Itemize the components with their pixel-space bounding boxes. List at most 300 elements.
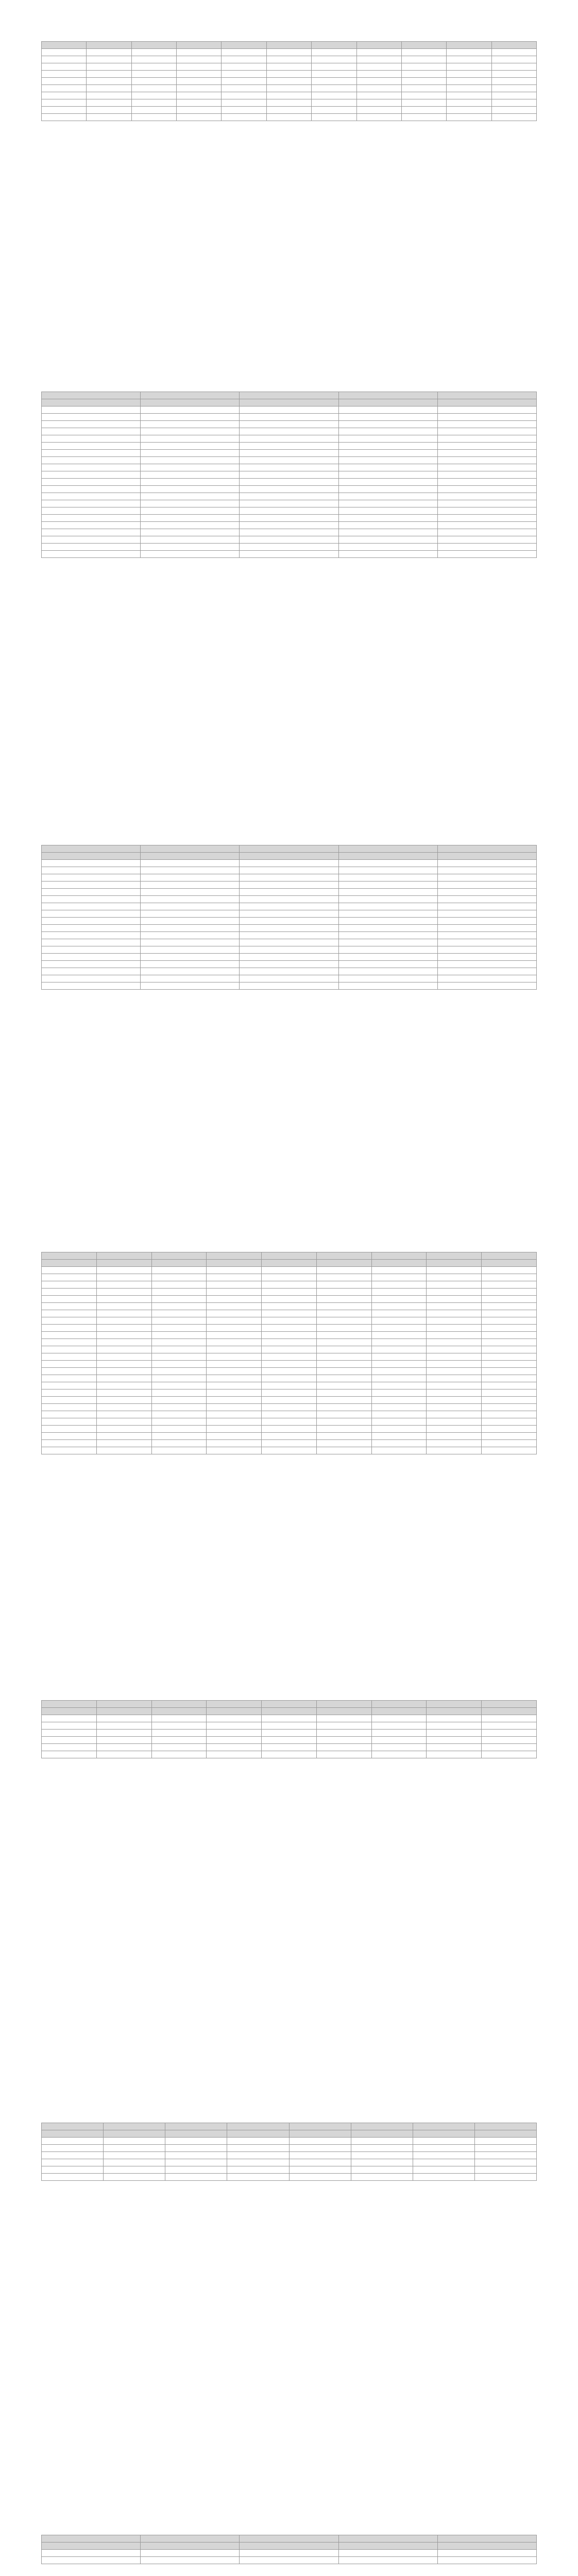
table-row (42, 56, 537, 63)
table-cell (447, 92, 491, 99)
meta-row (41, 2116, 537, 2123)
table-row (42, 1737, 537, 1744)
table-cell (222, 63, 266, 71)
table-cell (474, 2145, 536, 2152)
table-cell (141, 925, 240, 932)
table-cell (141, 954, 240, 961)
table-row (42, 918, 537, 925)
table-row (42, 1368, 537, 1375)
table-cell (427, 1411, 482, 1418)
table-row (42, 2145, 537, 2152)
table-cell (482, 1267, 537, 1274)
table-cell (437, 464, 536, 471)
table-cell (42, 1368, 97, 1375)
table-row (42, 443, 537, 450)
sheet-title (41, 21, 537, 34)
table-cell (338, 982, 437, 990)
table-cell (42, 1751, 97, 1758)
table-cell (87, 78, 131, 85)
table-cell (437, 874, 536, 882)
table-cell (42, 910, 141, 918)
header-row (42, 2543, 537, 2550)
table-cell (482, 1397, 537, 1404)
table-cell (262, 1325, 317, 1332)
table-cell (42, 1339, 97, 1346)
table-cell (42, 1433, 97, 1440)
table-cell (42, 1375, 97, 1382)
table-cell (151, 1375, 207, 1382)
table-cell (141, 946, 240, 954)
column-header (482, 1260, 537, 1267)
table-row (42, 932, 537, 939)
table-cell (240, 493, 338, 500)
column-header (437, 2543, 536, 2550)
table-cell (371, 1404, 427, 1411)
table-cell (141, 435, 240, 443)
table-row (42, 493, 537, 500)
column-header (177, 42, 222, 49)
table-cell (240, 867, 338, 874)
table-row (42, 2557, 537, 2564)
table-cell (262, 1332, 317, 1339)
table-cell (262, 1730, 317, 1737)
table-cell (316, 1715, 371, 1722)
table-cell (240, 457, 338, 464)
table-cell (42, 428, 141, 435)
table-cell (104, 2174, 165, 2181)
table-cell (141, 421, 240, 428)
column-header (482, 1701, 537, 1708)
table-cell (401, 71, 446, 78)
table-cell (151, 1389, 207, 1397)
table-cell (437, 889, 536, 896)
table-cell (222, 78, 266, 85)
table-cell (42, 1310, 97, 1317)
table-cell (413, 2174, 474, 2181)
table-cell (371, 1411, 427, 1418)
table-cell (427, 1418, 482, 1426)
table-cell (151, 1447, 207, 1454)
table-cell (151, 1339, 207, 1346)
table-cell (338, 471, 437, 479)
table-cell (151, 1267, 207, 1274)
table-cell (96, 1267, 151, 1274)
header-row (42, 2123, 537, 2130)
table-cell (312, 107, 356, 114)
sheet-6 (41, 2102, 537, 2182)
table-cell (42, 421, 141, 428)
table-cell (141, 406, 240, 414)
table-cell (266, 78, 311, 85)
table-row (42, 1289, 537, 1296)
table-cell (371, 1744, 427, 1751)
table-row (42, 486, 537, 493)
table-cell (151, 1303, 207, 1310)
table-cell (42, 522, 141, 529)
table-cell (207, 1382, 262, 1389)
table-cell (141, 961, 240, 968)
table-cell (207, 1375, 262, 1382)
table-row (42, 903, 537, 910)
table-cell (96, 1289, 151, 1296)
table-cell (437, 925, 536, 932)
sheet-title (41, 824, 537, 838)
table-row (42, 882, 537, 889)
column-header (351, 2123, 413, 2130)
table-cell (42, 968, 141, 975)
table-cell (42, 903, 141, 910)
sheet-title (41, 1231, 537, 1245)
meta-row (41, 839, 537, 845)
table-cell (437, 975, 536, 982)
table-cell (356, 56, 401, 63)
table-cell (240, 932, 338, 939)
table-cell (141, 479, 240, 486)
table-cell (141, 896, 240, 903)
table-cell (42, 2174, 104, 2181)
table-row (42, 1397, 537, 1404)
table-row (42, 946, 537, 954)
table-cell (371, 1361, 427, 1368)
table-cell (42, 961, 141, 968)
table-cell (371, 1332, 427, 1339)
table-cell (42, 1744, 97, 1751)
column-header (338, 392, 437, 399)
table-cell (437, 450, 536, 457)
table-row (42, 1310, 537, 1317)
table-cell (151, 1296, 207, 1303)
table-cell (42, 1447, 97, 1454)
table-cell (42, 2557, 141, 2564)
column-header (42, 399, 141, 406)
table-cell (207, 1332, 262, 1339)
table-cell (437, 982, 536, 990)
table-cell (240, 882, 338, 889)
table-cell (240, 939, 338, 946)
table-cell (316, 1281, 371, 1289)
table-cell (262, 1310, 317, 1317)
table-cell (289, 2159, 351, 2166)
table-cell (338, 954, 437, 961)
table-cell (482, 1433, 537, 1440)
column-header (413, 2130, 474, 2138)
table-cell (141, 464, 240, 471)
table-cell (262, 1418, 317, 1426)
table-cell (42, 2159, 104, 2166)
table-cell (240, 910, 338, 918)
table-cell (371, 1433, 427, 1440)
table-cell (427, 1317, 482, 1325)
table-cell (207, 1404, 262, 1411)
table-cell (42, 918, 141, 925)
table-cell (356, 71, 401, 78)
table-cell (131, 92, 176, 99)
table-cell (222, 107, 266, 114)
column-header (338, 2535, 437, 2543)
table-cell (338, 932, 437, 939)
table-cell (437, 471, 536, 479)
table-cell (437, 457, 536, 464)
table-cell (437, 551, 536, 558)
table-row (42, 910, 537, 918)
table-row (42, 2174, 537, 2181)
table-cell (482, 1368, 537, 1375)
table-cell (289, 2145, 351, 2152)
table-row (42, 1303, 537, 1310)
table-cell (427, 1303, 482, 1310)
table-cell (262, 1353, 317, 1361)
table-cell (316, 1433, 371, 1440)
table-cell (240, 406, 338, 414)
table-cell (437, 428, 536, 435)
data-table (41, 41, 537, 121)
column-header (131, 42, 176, 49)
table-cell (262, 1296, 317, 1303)
table-cell (227, 2174, 289, 2181)
table-cell (240, 500, 338, 507)
table-row (42, 1281, 537, 1289)
table-cell (262, 1303, 317, 1310)
column-header (437, 2535, 536, 2543)
table-cell (42, 529, 141, 536)
table-cell (141, 910, 240, 918)
table-cell (262, 1751, 317, 1758)
table-cell (42, 982, 141, 990)
table-cell (338, 867, 437, 874)
table-cell (427, 1751, 482, 1758)
table-cell (207, 1751, 262, 1758)
table-row (42, 507, 537, 515)
table-cell (42, 544, 141, 551)
column-header (165, 2123, 227, 2130)
sheet-title (41, 2514, 537, 2528)
table-cell (312, 49, 356, 56)
table-cell (437, 882, 536, 889)
table-cell (96, 1751, 151, 1758)
table-row (42, 1267, 537, 1274)
table-cell (96, 1715, 151, 1722)
table-cell (262, 1433, 317, 1440)
column-header (338, 845, 437, 853)
table-cell (427, 1447, 482, 1454)
header-row (42, 2130, 537, 2138)
table-cell (401, 107, 446, 114)
table-cell (42, 1737, 97, 1744)
table-row (42, 1339, 537, 1346)
table-cell (42, 443, 141, 450)
table-cell (207, 1281, 262, 1289)
table-cell (312, 114, 356, 121)
table-cell (42, 85, 87, 92)
column-header (338, 853, 437, 860)
table-cell (262, 1389, 317, 1397)
table-row (42, 1382, 537, 1389)
table-cell (207, 1426, 262, 1433)
table-cell (151, 1361, 207, 1368)
table-cell (141, 982, 240, 990)
table-cell (207, 1310, 262, 1317)
table-cell (240, 954, 338, 961)
column-header (482, 1708, 537, 1715)
table-cell (482, 1737, 537, 1744)
table-cell (437, 860, 536, 867)
table-cell (151, 1317, 207, 1325)
table-cell (207, 1353, 262, 1361)
header-row (42, 853, 537, 860)
table-row (42, 867, 537, 874)
column-header (371, 1260, 427, 1267)
table-cell (427, 1397, 482, 1404)
column-header (151, 1260, 207, 1267)
table-cell (151, 1274, 207, 1281)
column-header (240, 853, 338, 860)
table-cell (87, 71, 131, 78)
sheet-title (41, 1680, 537, 1693)
table-cell (131, 49, 176, 56)
table-cell (427, 1426, 482, 1433)
table-row (42, 1332, 537, 1339)
table-cell (262, 1411, 317, 1418)
table-row (42, 1751, 537, 1758)
column-header (42, 1708, 97, 1715)
column-header (447, 42, 491, 49)
table-cell (413, 2152, 474, 2159)
table-cell (262, 1447, 317, 1454)
table-cell (482, 1426, 537, 1433)
table-cell (165, 2138, 227, 2145)
table-cell (141, 2557, 240, 2564)
table-cell (427, 1361, 482, 1368)
column-header (356, 42, 401, 49)
table-cell (316, 1418, 371, 1426)
table-cell (262, 1397, 317, 1404)
table-cell (482, 1317, 537, 1325)
table-cell (165, 2145, 227, 2152)
table-cell (42, 1332, 97, 1339)
table-cell (177, 49, 222, 56)
table-cell (177, 92, 222, 99)
table-cell (262, 1281, 317, 1289)
table-row (42, 421, 537, 428)
table-row (42, 968, 537, 975)
table-row (42, 479, 537, 486)
table-row (42, 435, 537, 443)
table-cell (316, 1303, 371, 1310)
column-header (42, 42, 87, 49)
table-cell (207, 1433, 262, 1440)
table-cell (222, 114, 266, 121)
column-header (42, 1260, 97, 1267)
table-row (42, 107, 537, 114)
table-cell (227, 2159, 289, 2166)
table-cell (371, 1368, 427, 1375)
table-cell (427, 1382, 482, 1389)
table-row (42, 1325, 537, 1332)
table-row (42, 961, 537, 968)
table-cell (437, 486, 536, 493)
table-cell (447, 63, 491, 71)
table-cell (437, 867, 536, 874)
table-cell (312, 56, 356, 63)
table-cell (338, 522, 437, 529)
table-cell (437, 903, 536, 910)
table-cell (356, 114, 401, 121)
column-header (222, 42, 266, 49)
column-header (42, 2123, 104, 2130)
table-cell (262, 1346, 317, 1353)
table-cell (338, 939, 437, 946)
column-header (427, 1252, 482, 1260)
table-row (42, 1744, 537, 1751)
table-cell (437, 2550, 536, 2557)
table-cell (96, 1375, 151, 1382)
table-cell (42, 1267, 97, 1274)
table-row (42, 515, 537, 522)
meta-row (41, 1246, 537, 1252)
table-cell (42, 515, 141, 522)
table-cell (42, 1296, 97, 1303)
table-cell (338, 860, 437, 867)
table-cell (42, 1440, 97, 1447)
table-cell (151, 1382, 207, 1389)
table-cell (222, 92, 266, 99)
table-row (42, 860, 537, 867)
table-cell (371, 1317, 427, 1325)
table-cell (482, 1744, 537, 1751)
table-row (42, 457, 537, 464)
table-cell (447, 114, 491, 121)
table-cell (316, 1737, 371, 1744)
table-cell (371, 1289, 427, 1296)
table-cell (240, 544, 338, 551)
table-cell (141, 975, 240, 982)
table-row (42, 1274, 537, 1281)
table-row (42, 1317, 537, 1325)
table-cell (482, 1353, 537, 1361)
table-cell (437, 406, 536, 414)
table-cell (165, 2159, 227, 2166)
table-cell (338, 493, 437, 500)
table-cell (177, 99, 222, 107)
table-cell (427, 1325, 482, 1332)
data-table (41, 1700, 537, 1758)
table-row (42, 78, 537, 85)
table-cell (338, 421, 437, 428)
column-header (262, 1252, 317, 1260)
table-cell (42, 457, 141, 464)
column-header (289, 2123, 351, 2130)
column-header (207, 1701, 262, 1708)
table-row (42, 1389, 537, 1397)
table-cell (87, 85, 131, 92)
table-cell (151, 1289, 207, 1296)
table-cell (437, 918, 536, 925)
table-cell (42, 450, 141, 457)
table-row (42, 406, 537, 414)
table-cell (482, 1289, 537, 1296)
table-cell (437, 515, 536, 522)
table-row (42, 450, 537, 457)
table-cell (42, 78, 87, 85)
table-cell (42, 435, 141, 443)
table-cell (482, 1375, 537, 1382)
table-row (42, 1730, 537, 1737)
table-cell (437, 968, 536, 975)
table-row (42, 2550, 537, 2557)
data-table (41, 2535, 537, 2564)
table-cell (151, 1325, 207, 1332)
table-cell (141, 544, 240, 551)
